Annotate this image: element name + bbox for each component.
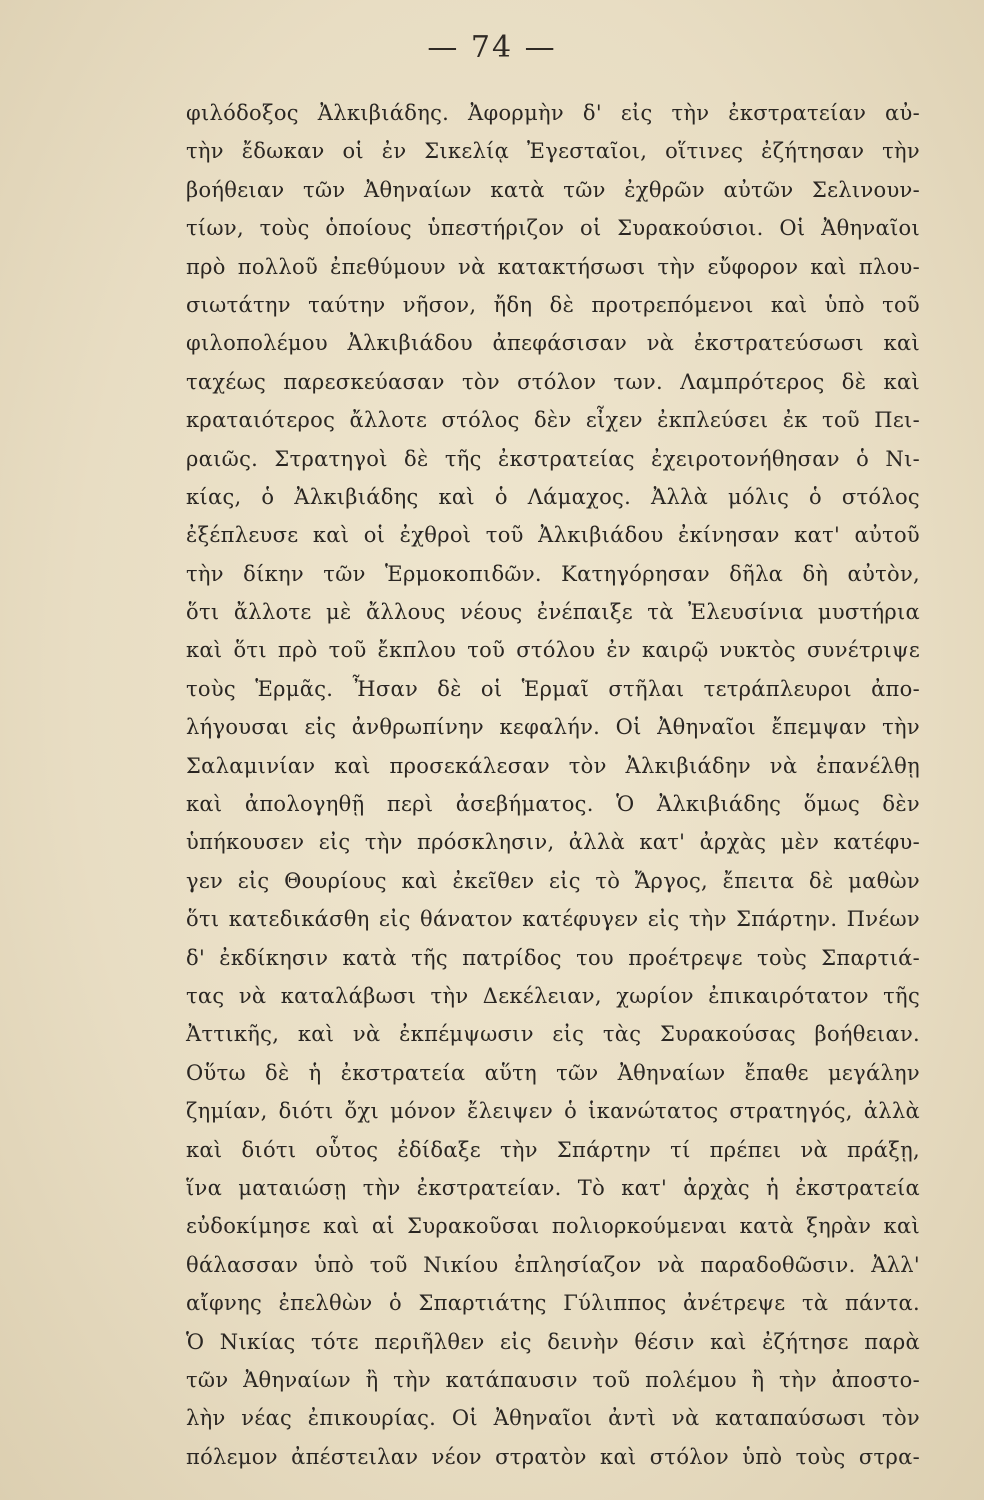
text-line: τοὺς Ἑρμᾶς. Ἦσαν δὲ οἱ Ἑρμαῖ στῆλαι τετράπλευροι ἀπο-: [186, 676, 920, 701]
text-line: τας νὰ καταλάβωσι τὴν Δεκέλειαν, χωρίον ἐπικαιρότατον τῆς: [186, 983, 920, 1008]
page-number: — 74 —: [427, 30, 557, 65]
text-line: σιωτάτην ταύτην νῆσον, ἤδη δὲ προτρεπόμενοι καὶ ὑπὸ τοῦ: [186, 292, 920, 317]
text-line: φιλοπολέμου Ἀλκιβιάδου ἀπεφάσισαν νὰ ἐκστρατεύσωσι καὶ: [186, 331, 920, 356]
text-line: λὴν νέας ἐπικουρίας. Οἱ Ἀθηναῖοι ἀντὶ νὰ καταπαύσωσι τὸν: [186, 1406, 920, 1431]
text-line: ὅτι κατεδικάσθη εἰς θάνατον κατέφυγεν εἰς τὴν Σπάρτην. Πνέων: [186, 907, 920, 932]
text-line: καὶ διότι οὗτος ἐδίδαξε τὴν Σπάρτην τί πρέπει νὰ πράξῃ,: [186, 1137, 920, 1162]
text-line: Ἀττικῆς, καὶ νὰ ἐκπέμψωσιν εἰς τὰς Συρακούσας βοήθειαν.: [186, 1022, 920, 1047]
text-line: φιλόδοξος Ἀλκιβιάδης. Ἀφορμὴν δ' εἰς τὴν ἐκστρατείαν αὐ-: [186, 101, 920, 125]
text-line: ζημίαν, διότι ὄχι μόνον ἔλειψεν ὁ ἱκανώτατος στρατηγός, ἀλλὰ: [186, 1099, 920, 1124]
text-line: πόλεμον ἀπέστειλαν νέον στρατὸν καὶ στόλον ὑπὸ τοὺς στρα-: [186, 1444, 920, 1469]
text-line: τὴν δίκην τῶν Ἑρμοκοπιδῶν. Κατηγόρησαν δῆλα δὴ αὐτὸν,: [186, 561, 920, 586]
text-line: καὶ ἀπολογηθῇ περὶ ἀσεβήματος. Ὁ Ἀλκιβιάδης ὅμως δὲν: [186, 792, 920, 817]
text-line: γεν εἰς Θουρίους καὶ ἐκεῖθεν εἰς τὸ Ἄργος, ἔπειτα δὲ μαθὼν: [186, 868, 920, 893]
text-line: βοήθειαν τῶν Ἀθηναίων κατὰ τῶν ἐχθρῶν αὐτῶν Σελινουν-: [186, 177, 920, 202]
text-line: καὶ ὅτι πρὸ τοῦ ἔκπλου τοῦ στόλου ἐν καιρῷ νυκτὸς συνέτριψε: [186, 638, 920, 663]
text-line: ὑπήκουσεν εἰς τὴν πρόσκλησιν, ἀλλὰ κατ' ἀρχὰς μὲν κατέφυ-: [186, 830, 920, 855]
text-line: θάλασσαν ὑπὸ τοῦ Νικίου ἐπλησίαζον νὰ παραδοθῶσιν. Ἀλλ': [186, 1252, 920, 1277]
body-text: [186, 94, 920, 1476]
text-line: κραταιότερος ἄλλοτε στόλος δὲν εἶχεν ἐκπλεύσει ἐκ τοῦ Πει-: [186, 408, 920, 433]
text-line: τίων, τοὺς ὁποίους ὑπεστήριζον οἱ Συρακούσιοι. Οἱ Ἀθηναῖοι: [186, 216, 920, 241]
text-line: δ' ἐκδίκησιν κατὰ τῆς πατρίδος του προέτρεψε τοὺς Σπαρτιά-: [186, 945, 920, 970]
text-line: ἵνα ματαιώσῃ τὴν ἐκστρατείαν. Τὸ κατ' ἀρχὰς ἡ ἐκστρατεία: [186, 1175, 920, 1200]
text-line: πρὸ πολλοῦ ἐπεθύμουν νὰ κατακτήσωσι τὴν εὔφορον καὶ πλου-: [186, 254, 920, 279]
text-line: ὅτι ἄλλοτε μὲ ἄλλους νέους ἐνέπαιξε τὰ Ἐλευσίνια μυστήρια: [186, 600, 920, 625]
text-line: Οὕτω δὲ ἡ ἐκστρατεία αὕτη τῶν Ἀθηναίων ἔπαθε μεγάλην: [186, 1060, 920, 1085]
text-line: εὐδοκίμησε καὶ αἱ Συρακοῦσαι πολιορκούμεναι κατὰ ξηρὰν καὶ: [186, 1214, 920, 1239]
text-line: ἐξέπλευσε καὶ οἱ ἐχθροὶ τοῦ Ἀλκιβιάδου ἐκίνησαν κατ' αὐτοῦ: [186, 523, 920, 548]
text-line: Σαλαμινίαν καὶ προσεκάλεσαν τὸν Ἀλκιβιάδην νὰ ἐπανέλθῃ: [186, 753, 920, 778]
text-line: τῶν Ἀθηναίων ἢ τὴν κατάπαυσιν τοῦ πολέμου ἢ τὴν ἀποστο-: [186, 1367, 920, 1392]
text-line: Ὁ Νικίας τότε περιῆλθεν εἰς δεινὴν θέσιν καὶ ἐζήτησε παρὰ: [186, 1329, 920, 1354]
text-line: αἴφνης ἐπελθὼν ὁ Σπαρτιάτης Γύλιππος ἀνέτρεψε τὰ πάντα.: [186, 1291, 920, 1316]
text-line: κίας, ὁ Ἀλκιβιάδης καὶ ὁ Λάμαχος. Ἀλλὰ μόλις ὁ στόλος: [186, 484, 920, 509]
text-line: λήγουσαι εἰς ἀνθρωπίνην κεφαλήν. Οἱ Ἀθηναῖοι ἔπεμψαν τὴν: [186, 715, 920, 740]
text-line: ταχέως παρεσκεύασαν τὸν στόλον των. Λαμπρότερος δὲ καὶ: [186, 369, 920, 394]
text-line: ραιῶς. Στρατηγοὶ δὲ τῆς ἐκστρατείας ἐχειροτονήθησαν ὁ Νι-: [186, 446, 920, 471]
text-line: τὴν ἔδωκαν οἱ ἐν Σικελίᾳ Ἐγεσταῖοι, οἵτινες ἐζήτησαν τὴν: [186, 139, 920, 164]
